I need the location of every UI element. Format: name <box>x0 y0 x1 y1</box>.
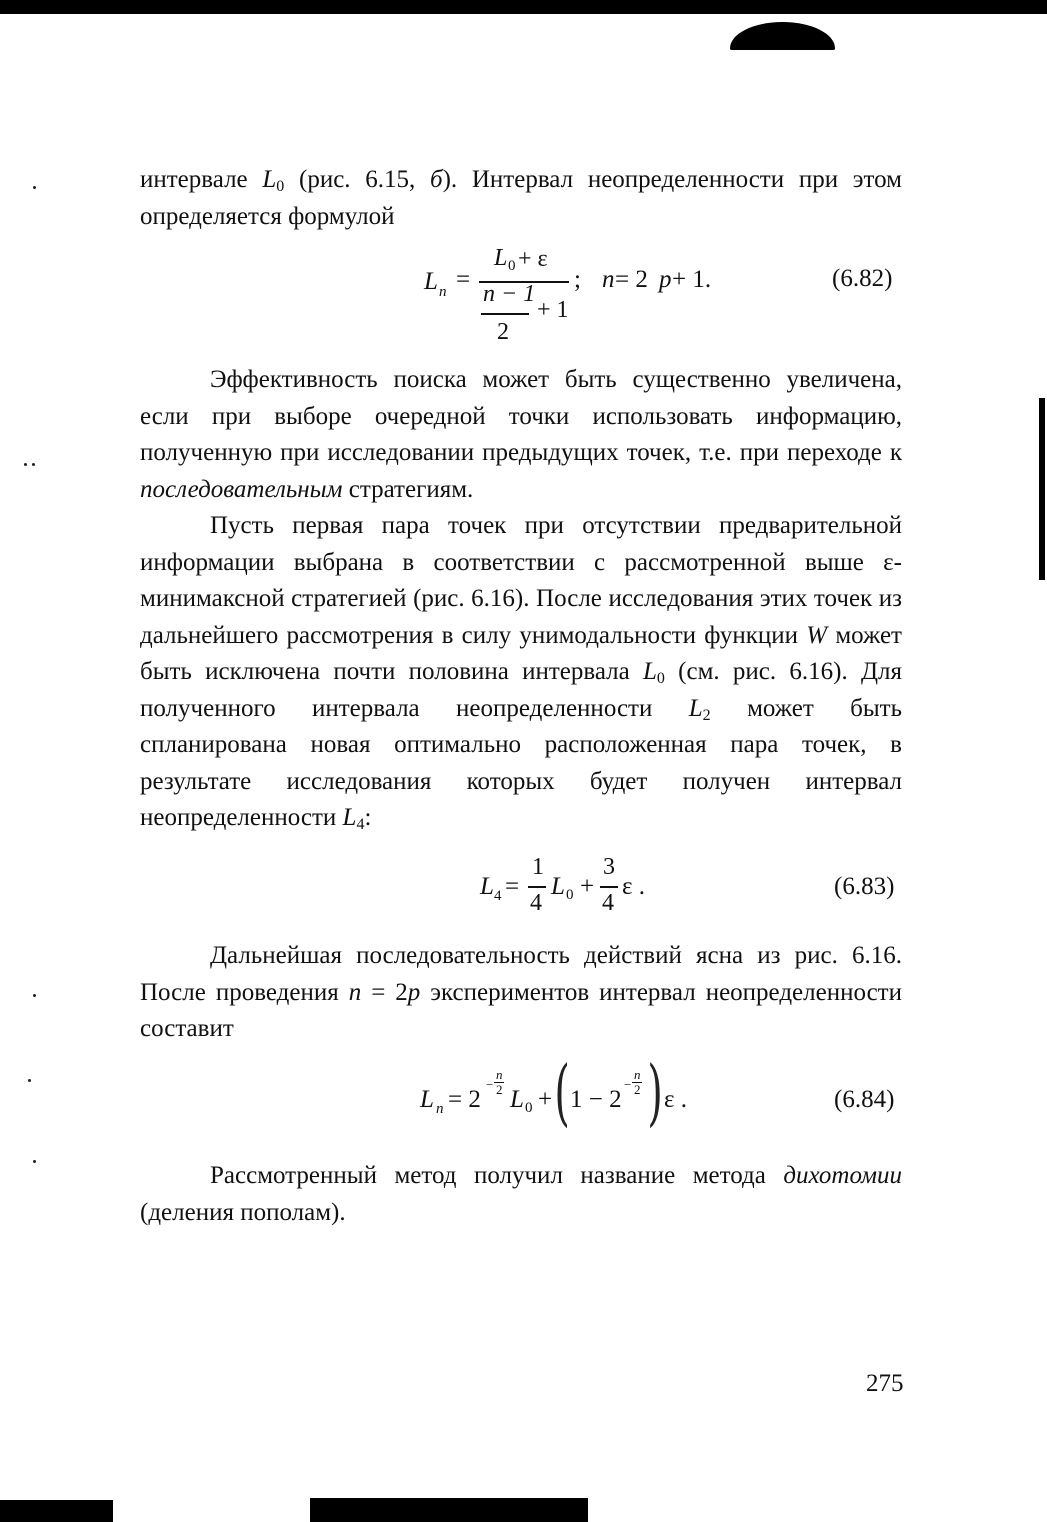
math-subscript: 0 <box>508 258 516 274</box>
scan-bottom-edge-left <box>0 1500 113 1522</box>
math-subscript: n <box>439 284 447 300</box>
scan-speck <box>32 463 35 466</box>
math-text: 2 <box>497 319 509 345</box>
text-run: (деления пополам). <box>140 1198 346 1226</box>
math-text: = 2 <box>615 266 648 293</box>
text-run: Эффективность поиска может быть существенно увеличена, если при выборе очередной точки использовать информацию, полученную при исследовании предыдущих точек, т.е. при переходе к <box>140 366 902 466</box>
text-run: может быть спланирована новая оптимально расположенная пара точек, в результате исследования которых будет получен интервал неопределенности <box>140 694 903 831</box>
page-number: 275 <box>866 1370 904 1397</box>
equation-number: (6.82) <box>832 265 893 292</box>
scan-bottom-edge-mid <box>310 1498 588 1522</box>
math-op: = <box>505 873 520 900</box>
fraction-bar <box>600 886 618 888</box>
math-subscript: 0 <box>525 1100 533 1116</box>
fraction-bar <box>481 313 529 315</box>
math-text: 2 <box>634 1082 641 1097</box>
italic-text: последовательным <box>140 475 343 503</box>
math-text: 3 <box>603 854 615 880</box>
scan-speck <box>33 1160 36 1163</box>
math-text: 4 <box>530 890 542 916</box>
math-subscript: 0 <box>566 887 574 903</box>
text-run: интервале <box>140 166 263 193</box>
math-text: + ε <box>518 246 548 272</box>
paragraph-dichotomy <box>140 1158 902 1231</box>
text-run: Рассмотренный метод получил название метода <box>210 1162 784 1189</box>
text-run: экспериментов интервал неопределенности составит <box>140 978 902 1042</box>
text-run: Пусть первая пара точек при отсутствии предварительной информации выбрана в соответствии с рассмотренной выше ε-минимаксной стратегией (рис. 6.16). После исследования этих точек из дальнейшего рассмотрения в силу унимодальности функции <box>140 512 902 649</box>
text-run: стратегиям. <box>342 475 474 503</box>
italic-text: дихотомии <box>783 1162 902 1189</box>
math-var: L <box>551 873 565 900</box>
math-subscript: 4 <box>356 816 365 833</box>
math-op: − <box>624 1077 632 1092</box>
scan-top-blot <box>730 22 835 50</box>
math-var: L <box>342 804 357 831</box>
math-text: 2 <box>496 1082 503 1097</box>
math-subscript: 0 <box>276 178 285 195</box>
math-var: L <box>262 166 277 193</box>
text-run: = 2 <box>361 978 408 1006</box>
math-subscript: 2 <box>702 706 711 724</box>
math-var: L <box>643 658 657 685</box>
math-var: p <box>407 978 421 1006</box>
math-var: L <box>688 694 703 722</box>
math-text: 1 <box>532 854 544 880</box>
math-var: L <box>494 245 508 271</box>
equation-number: (6.83) <box>834 873 895 900</box>
scan-top-edge <box>0 0 1047 14</box>
math-op: = <box>456 266 471 293</box>
math-op: + <box>538 1086 553 1113</box>
math-var: L <box>424 268 438 295</box>
paragraph-sequence <box>140 938 902 1048</box>
math-var: L <box>510 1086 524 1113</box>
math-subscript: n <box>436 1101 444 1117</box>
math-var: L <box>480 873 494 900</box>
paragraph-efficiency <box>140 362 902 508</box>
fraction-bar <box>528 886 546 888</box>
math-text: n <box>496 1067 503 1082</box>
math-var: n <box>348 978 362 1006</box>
scan-side-edge <box>1039 398 1045 580</box>
math-text: ε . <box>622 873 645 900</box>
math-text: 1 − 2 <box>570 1086 622 1113</box>
text-run: (см. рис. 6.16). Для полученного интервала неопределенности <box>140 658 902 722</box>
math-var: p <box>659 266 672 293</box>
left-paren: ( <box>554 1050 570 1134</box>
text-run: ). Интервал неопределенности при этом определяется формулой <box>140 166 902 230</box>
text-run: (рис. 6.15, <box>284 166 430 193</box>
math-op: + <box>580 873 595 900</box>
equation-number: (6.84) <box>834 1086 895 1113</box>
math-var: W <box>806 621 828 649</box>
math-subscript: 4 <box>494 888 502 904</box>
scan-speck <box>33 994 36 997</box>
paragraph-intro <box>140 162 902 235</box>
right-paren: ) <box>647 1050 663 1134</box>
math-text: + 1. <box>672 266 712 293</box>
text-run: Дальнейшая последовательность действий ясна из рис. 6.16. После проведения <box>140 942 902 1006</box>
scan-speck <box>28 1079 31 1082</box>
math-text: 4 <box>602 890 614 916</box>
math-text: = 2 <box>448 1086 481 1113</box>
text-run: может быть исключена почти половина интервала <box>140 621 902 685</box>
math-var: n <box>602 266 615 293</box>
math-text: n <box>634 1067 641 1082</box>
math-text: n − 1 <box>483 281 536 307</box>
paragraph-first-pair <box>140 508 902 837</box>
math-subscript: 0 <box>656 670 665 687</box>
italic-text: б <box>430 166 443 193</box>
math-op: ; <box>574 266 581 293</box>
math-var: L <box>420 1086 434 1113</box>
math-text: + 1 <box>537 297 569 323</box>
math-text: ε . <box>664 1086 687 1113</box>
scan-speck <box>33 186 36 189</box>
math-op: − <box>486 1077 494 1092</box>
scan-speck <box>24 463 27 466</box>
text-run: : <box>364 804 372 831</box>
